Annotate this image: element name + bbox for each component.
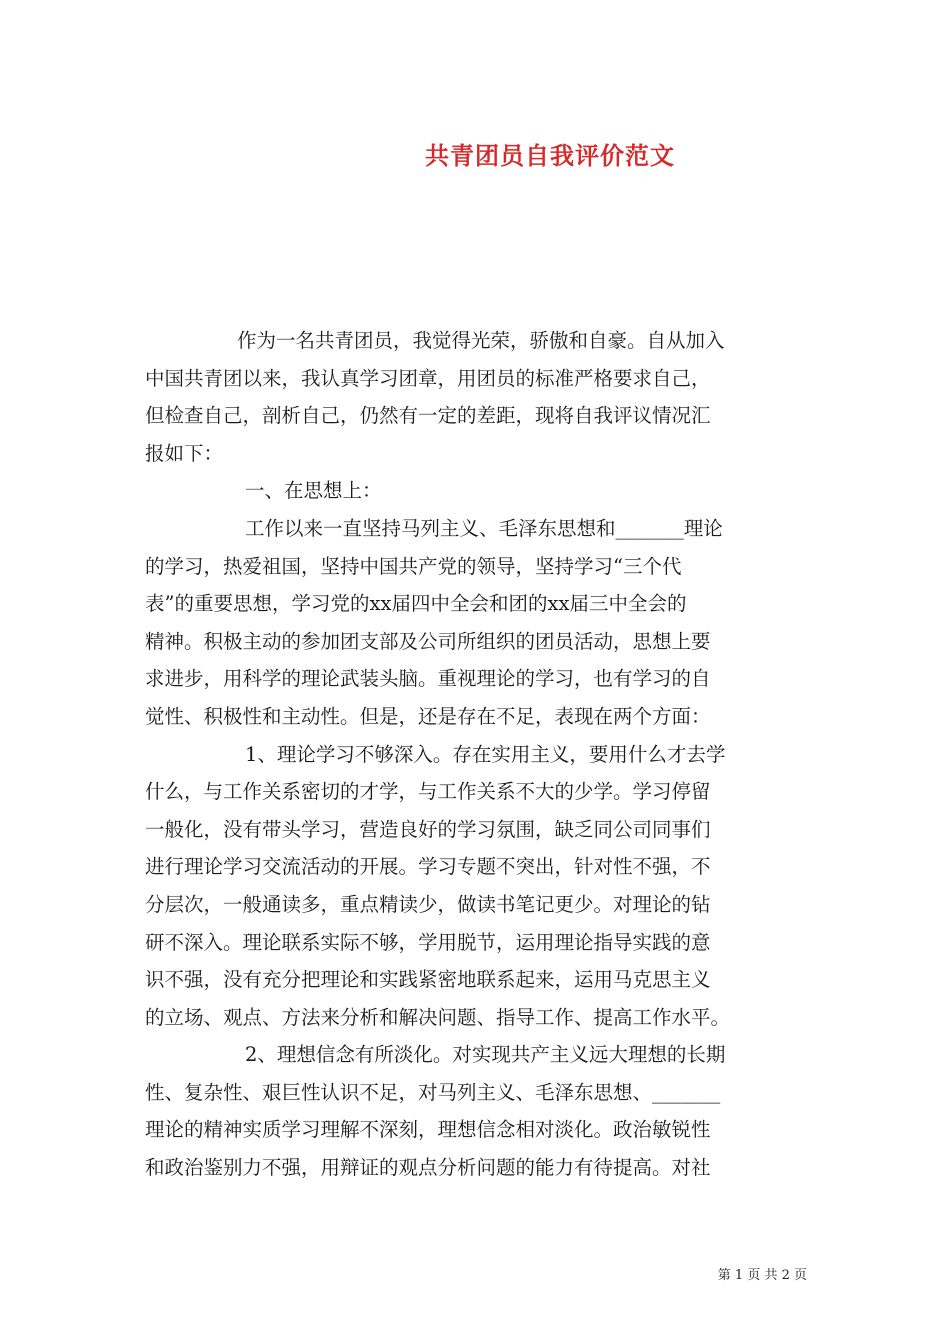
paragraph-line: 和政治鉴别力不强，用辩证的观点分析问题的能力有待提高。对社 xyxy=(145,1156,711,1180)
paragraph-line: 2、理想信念有所淡化。对实现共产主义远大理想的长期 xyxy=(245,1043,726,1067)
paragraph-line: 什么，与工作关系密切的才学，与工作关系不大的少学。学习停留 xyxy=(145,780,711,804)
paragraph-line: 进行理论学习交流活动的开展。学习专题不突出，针对性不强，不 xyxy=(145,855,711,879)
paragraph-line: 的学习，热爱祖国，坚持中国共产党的领导，坚持学习“三个代 xyxy=(145,554,682,578)
document-title: 共青团员自我评价范文 xyxy=(425,141,675,170)
paragraph-line: 工作以来一直坚持马列主义、毛泽东思想和_______理论 xyxy=(245,516,723,540)
paragraph-line: 觉性、积极性和主动性。但是，还是存在不足，表现在两个方面： xyxy=(145,704,711,728)
paragraph-line: 报如下： xyxy=(145,441,224,465)
document-body xyxy=(145,322,807,1187)
paragraph-line: 性、复杂性、艰巨性认识不足，对马列主义、毛泽东思想、_______ xyxy=(145,1080,721,1104)
paragraph-line: 中国共青团以来，我认真学习团章，用团员的标准严格要求自己， xyxy=(145,366,711,390)
paragraph-line: 识不强，没有充分把理论和实践紧密地联系起来，运用马克思主义 xyxy=(145,968,711,992)
paragraph-line: 分层次，一般通读多，重点精读少，做读书笔记更少。对理论的钻 xyxy=(145,892,711,916)
paragraph-line: 但检查自己，剖析自己，仍然有一定的差距，现将自我评议情况汇 xyxy=(145,404,711,428)
page-footer: 第 1 页 共 2 页 xyxy=(717,1268,807,1283)
paragraph-line: 作为一名共青团员，我觉得光荣，骄傲和自豪。自从加入 xyxy=(237,329,725,352)
paragraph-line: 一般化，没有带头学习，营造良好的学习氛围，缺乏同公司同事们 xyxy=(145,817,711,841)
paragraph-line: 理论的精神实质学习理解不深刻，理想信念相对淡化。政治敏锐性 xyxy=(145,1118,711,1142)
paragraph-line: 表”的重要思想，学习党的xx届四中全会和团的xx届三中全会的 xyxy=(145,592,687,616)
paragraph-line: 求进步，用科学的理论武装头脑。重视理论的学习，也有学习的自 xyxy=(145,667,711,691)
paragraph-line: 的立场、观点、方法来分析和解决问题、指导工作、提高工作水平。 xyxy=(145,1005,731,1029)
section-heading: 一、在思想上： xyxy=(245,479,382,503)
paragraph-line: 1、理论学习不够深入。存在实用主义，要用什么才去学 xyxy=(245,742,726,766)
paragraph-line: 精神。积极主动的参加团支部及公司所组织的团员活动，思想上要 xyxy=(145,629,711,653)
paragraph-line: 研不深入。理论联系实际不够，学用脱节，运用理论指导实践的意 xyxy=(145,930,711,954)
